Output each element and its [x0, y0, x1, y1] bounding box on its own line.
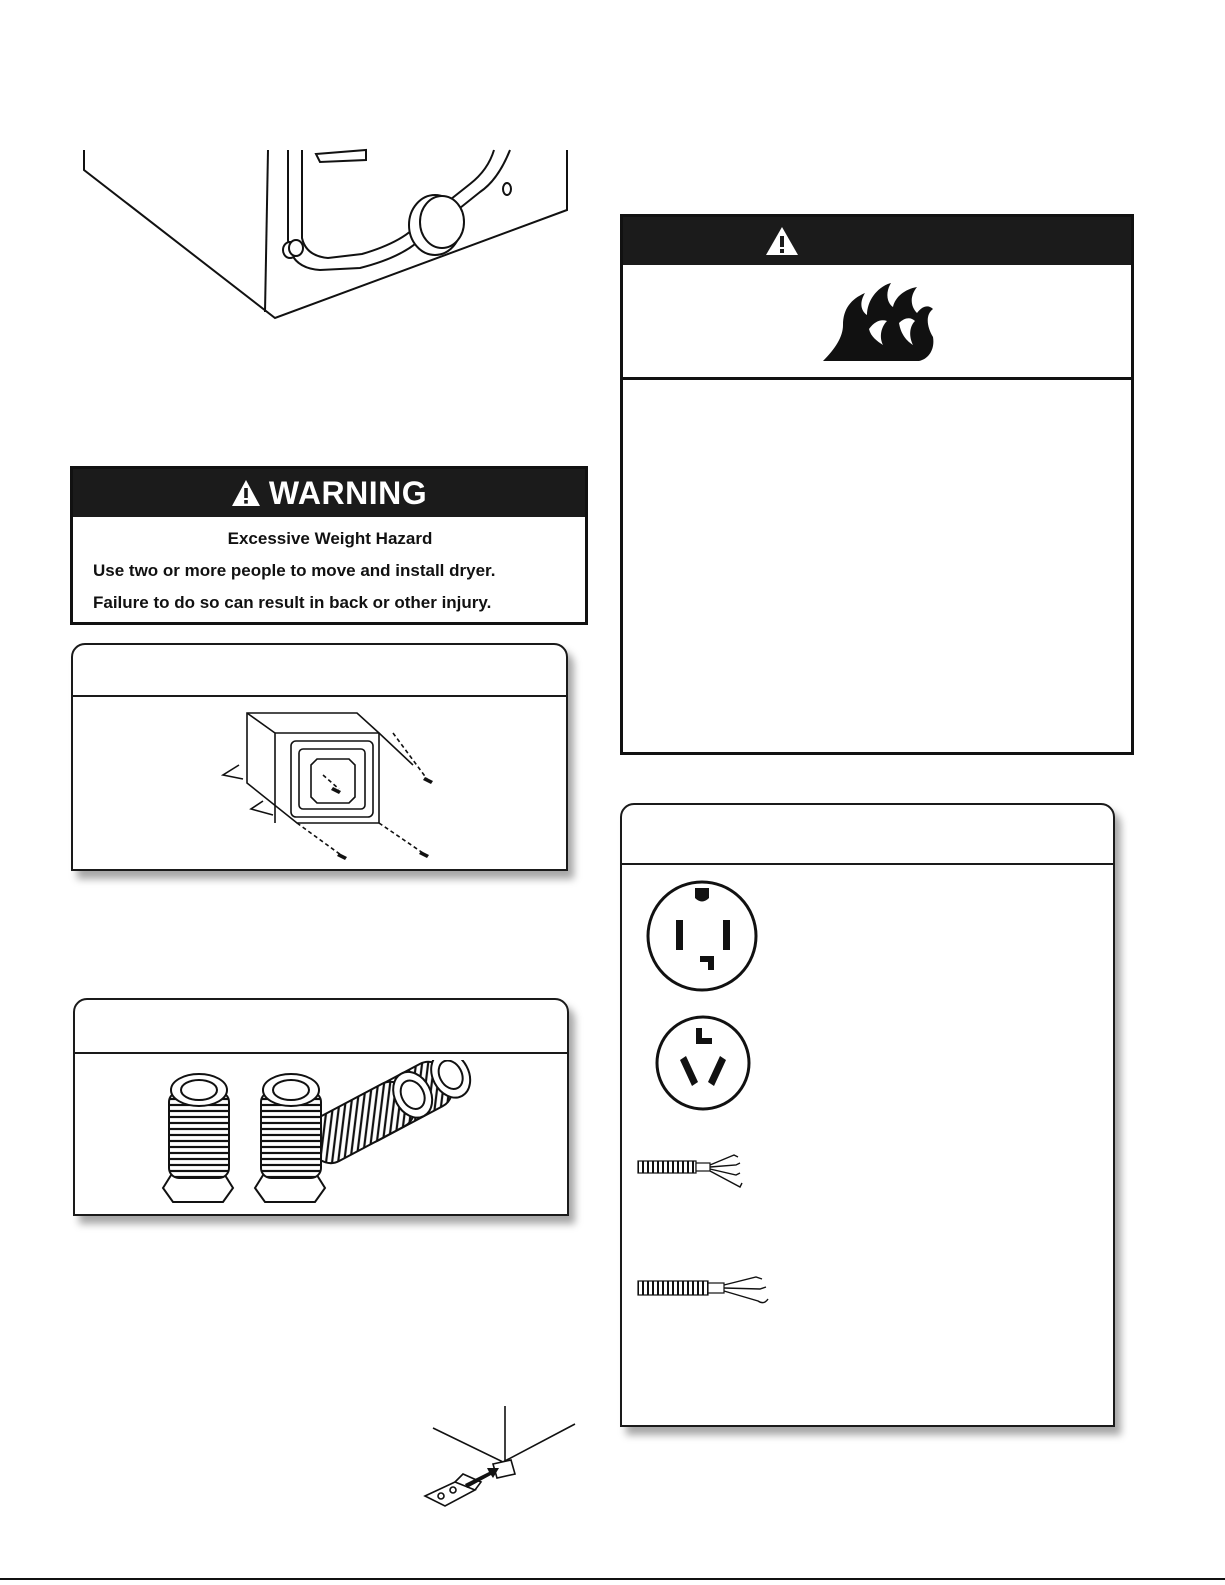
cable-3-wire-icon — [636, 1271, 776, 1316]
fire-icon — [821, 279, 936, 368]
dryer-base-illustration — [70, 140, 590, 340]
panel-title-bar — [75, 1000, 567, 1054]
parts-panel-feet — [73, 998, 569, 1216]
warning-header — [73, 469, 585, 517]
panel-title-bar — [622, 805, 1113, 865]
bracket-illustration — [415, 1400, 585, 1525]
leveling-feet-illustration — [157, 1060, 487, 1210]
fire-warning-header — [623, 217, 1131, 265]
panel-title-bar — [73, 645, 566, 697]
warning-line: Use two or more people to move and install dryer. — [93, 561, 496, 580]
receptacle-3-wire-icon — [654, 1014, 752, 1117]
fire-symbol-area — [623, 265, 1131, 380]
terminal-cover-illustration — [213, 705, 453, 865]
warning-header-label: WARNING — [268, 475, 428, 511]
parts-panel-terminal-cover — [71, 643, 568, 871]
warning-body — [73, 517, 585, 613]
fire-hazard-warning-box — [620, 214, 1134, 755]
receptacle-4-wire-icon — [644, 878, 760, 999]
warning-title: Excessive Weight Hazard — [227, 529, 433, 548]
warning-line: Failure to do so can result in back or other injury. — [93, 593, 492, 612]
page-bottom-rule — [0, 1578, 1225, 1580]
warning-triangle-icon — [231, 472, 261, 520]
cable-4-wire-icon — [636, 1153, 760, 1198]
power-options-panel — [620, 803, 1115, 1427]
warning-triangle-icon — [765, 226, 799, 261]
weight-warning-box — [70, 466, 588, 625]
